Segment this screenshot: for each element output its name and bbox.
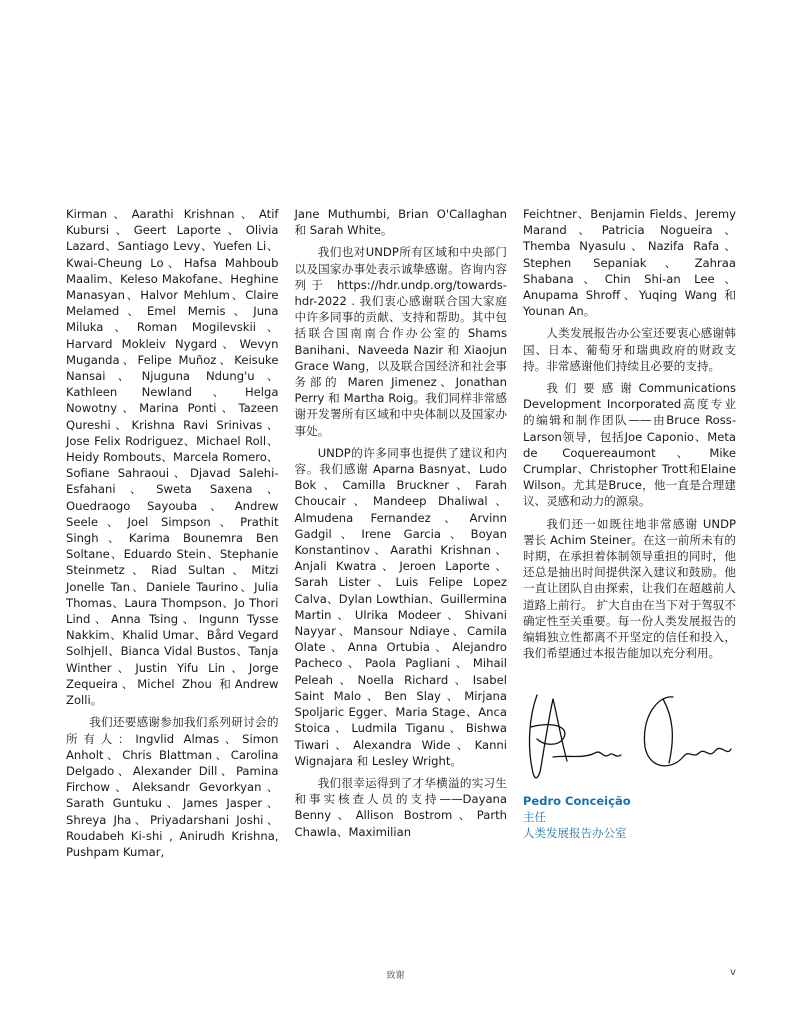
handwritten-signature — [523, 687, 736, 787]
paragraph: Jane Muthumbi, Brian O'Callaghan 和 Sarah White。 — [294, 207, 507, 238]
paragraph: 我们要感谢Communications Development Incorporated高度专业的编辑和制作团队——由Bruce Ross-Larson领导，包括Joe Caponio、Meta de Coquereaumont、Mike Crumplar、Christopher Trott和Elaine Wilson。尤其是Bruce，他一直是合理建议、灵感和动力的源泉。 — [523, 381, 736, 509]
footer-section-label: 致谢 — [386, 971, 405, 981]
column-1 — [66, 206, 279, 866]
paragraph: 我们还一如既往地非常感谢 UNDP 署长 Achim Steiner。在这一前所未有的时期，在承担着体制领导重担的同时，他还总是抽出时间提供深入建议和鼓励。他一直让团队自由探索，让我们在超越前人道路上前行。 扩大自由在当下对于驾驭不确定性至关重要。每一份人类发展报告的编辑独立性都离不开坚定的信任和投入，我们希望通过本报告能加以充分利用。 — [523, 516, 736, 661]
paragraph: 我们很幸运得到了才华横溢的实习生和事实核查人员的支持——Dayana Benny、Allison Bostrom、Parth Chawla、Maximilian — [294, 775, 507, 839]
page-number: v — [730, 967, 736, 978]
signatory-title: 主任 — [523, 810, 546, 825]
paragraph: 我们也对UNDP所有区域和中央部门以及国家办事处表示诚挚感谢。咨询内容列于 https://hdr.undp.org/towards-hdr-2022 . 我们衷心感谢联合国大家庭中许多同事的贡献、支持和帮助。其中包括联合国南南合作办公室的 Shams Banihani、Naveeda Nazir 和 Xiaojun Grace Wang，以及联合国经济和社会事务部的 Maren Jimenez、Jonathan Perry 和 Martha Roig。我们同样非常感谢开发署所有区域和中央体制以及国家办事处。 — [294, 245, 507, 438]
column-2 — [295, 206, 508, 866]
signatory-office: 人类发展报告办公室 — [523, 826, 627, 841]
paragraph: 我们还要感谢参加我们系列研讨会的所有人：Ingvlid Almas、Simon Anholt、Chris Blattman、Carolina Delgado、Alexander Dill、Pamina Firchow、Aleksandr Gevorkyan、Sarath Guntuku、James Jasper、Shreya Jha、Priyadarshani Joshi、Roudabeh Ki-shi , Anirudh Krishna, Pushpam Kumar, — [66, 715, 279, 859]
paragraph: Kirman、Aarathi Krishnan、Atif Kubursi、Geert Laporte、Olivia Lazard、Santiago Levy、Yuefen Li、Kwai-Cheung Lo、Hafsa Mahboub Maalim、Keleso Makofane、Heghine Manasyan、Halvor Mehlum、Claire Melamed、Emel Memis、Juna Miluka、Roman Mogilevskii、Harvard Mokleiv Nygard、Wevyn Muganda、Felipe Muñoz、Keisuke Nansai、Njuguna Ndung'u、 Kathleen Newland、Helga Nowotny、Marina Ponti、Tazeen Qureshi、Krishna Ravi Srinivas、Jose Felix Rodriguez、Michael Roll、Heidy Rombouts、Marcela Romero、Sofiane Sahraoui、Djavad Salehi-Esfahani、Sweta Saxena、Ouedraogo Sayouba、Andrew Seele、Joel Simpson、Prathit Singh、Karima Bounemra Ben Soltane、Eduardo Stein、Stephanie Steinmetz、Riad Sultan、Mitzi Jonelle Tan、Daniele Taurino、Julia Thomas、Laura Thompson、Jo Thori Lind、Anna Tsing、Ingunn Tysse Nakkim、Khalid Umar、Bård Vegard Solhjell、Bianca Vidal Bustos、Tanja Winther、Justin Yifu Lin、Jorge Zequeira、Michel Zhou 和Andrew Zolli。 — [66, 207, 279, 708]
signatory-name: Pedro Conceição — [523, 794, 631, 809]
text-columns — [66, 206, 736, 866]
paragraph: 人类发展报告办公室还要衷心感谢韩国、日本、葡萄牙和瑞典政府的财政支持。非常感谢他们持续且必要的支持。 — [523, 326, 736, 373]
paragraph: UNDP的许多同事也提供了建议和内容。我们感谢 Aparna Basnyat、Ludo Bok、Camilla Bruckner、Farah Choucair、Mandeep Dhaliwal、Almudena Fernandez、Arvinn Gadgil、Irene Garcia、Boyan Konstantinov、Aarathi Krishnan、Anjali Kwatra、Jeroen Laporte、Sarah Lister、Luis Felipe Lopez Calva、Dylan Lowthian、Guillermina Martin、Ulrika Modeer、Shivani Nayyar、Mansour Ndiaye、Camila Olate、Anna Ortubia、Alejandro Pacheco、Paola Pagliani、Mihail Peleah、Noella Richard、Isabel Saint Malo、Ben Slay、Mirjana Spoljaric Egger、Maria Stage、Anca Stoica、Ludmila Tiganu、Bishwa Tiwari、Alexandra Wide、Kanni Wignajara 和 Lesley Wright。 — [294, 445, 507, 768]
paragraph: Feichtner、Benjamin Fields、Jeremy Marand、Patricia Nogueira、Themba Nyasulu、Nazifa Rafa、Stephen Sepaniak、Zahraa Shabana、Chin Shi-an Lee、Anupama Shroff、Yuqing Wang 和 Younan An。 — [523, 207, 736, 319]
column-3 — [523, 206, 736, 866]
